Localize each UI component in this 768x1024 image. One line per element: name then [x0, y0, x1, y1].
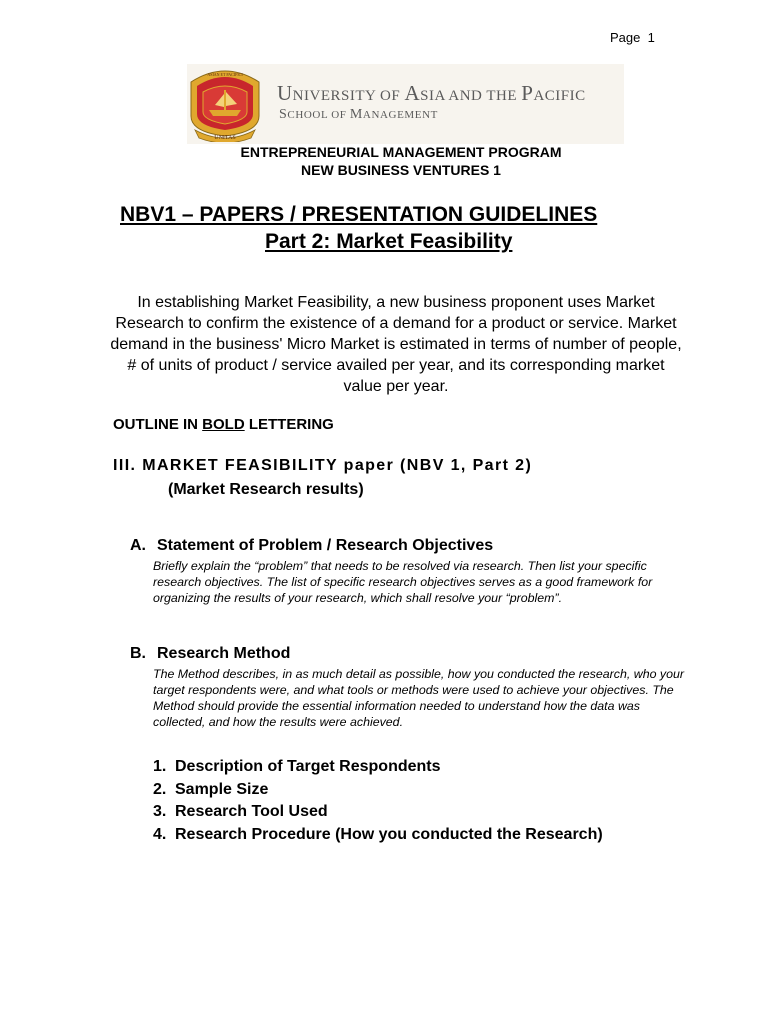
- course-name: NEW BUSINESS VENTURES 1: [301, 162, 501, 178]
- seal-motto: UNITAS: [214, 135, 236, 141]
- outline-heading: OUTLINE IN BOLD LETTERING: [113, 416, 334, 433]
- item-a-body: Briefly explain the “problem” that needs to be resolved via research. Then list your specific research objectives. The list of specific research objectives serves as a good framework for organizing the results of your research, which shall resolve your “problem”.: [153, 559, 653, 605]
- document-title: NBV1 – PAPERS / PRESENTATION GUIDELINES: [120, 203, 598, 226]
- page-number: [610, 30, 655, 45]
- item-b-body: The Method describes, in as much detail as possible, how you conducted the research, who your target respondents were, and what tools or methods were used to achieve your objectives. The Method should provide the essential information needed to understand how the data was collected, and how the results were achieved.: [153, 667, 685, 729]
- item-letter: A.: [130, 537, 146, 554]
- research-method-list: [153, 756, 603, 846]
- section-title: III. MARKET FEASIBILITY paper (NBV 1, Part 2): [113, 457, 533, 474]
- seal-ring-text: ASIAN ET PACIFICI: [207, 72, 243, 77]
- university-seal-logo: [187, 64, 263, 142]
- item-title: Statement of Problem / Research Objectives: [157, 537, 494, 554]
- section-subtitle: (Market Research results): [168, 481, 364, 498]
- page-number-value: 1: [647, 30, 655, 45]
- item-letter: B.: [130, 645, 146, 662]
- letterhead: [187, 64, 624, 144]
- page-label: Page: [610, 30, 641, 45]
- list-item: 2. Sample Size: [153, 780, 269, 798]
- university-name: UNIVERSITY OF ASIA AND THE PACIFIC: [277, 81, 586, 105]
- list-item: 1. Description of Target Respondents: [153, 758, 441, 775]
- item-title: Research Method: [157, 645, 291, 662]
- intro-paragraph: In establishing Market Feasibility, a new business proponent uses Market Research to confirm the existence of a demand for a product or service. Market demand in the business' Micro Market is estimated in terms of number of people, # of units of product / service availed per year, and its corresponding market value per year.: [110, 294, 682, 395]
- program-name: ENTREPRENEURIAL MANAGEMENT PROGRAM: [240, 144, 562, 160]
- item-a-heading: [130, 537, 493, 555]
- item-b-heading: [130, 645, 290, 663]
- list-item: 3. Research Tool Used: [153, 803, 328, 820]
- bold-emphasis: BOLD: [202, 416, 245, 433]
- list-item: 4. Research Procedure (How you conducted the Research): [153, 825, 603, 843]
- school-name: SCHOOL OF MANAGEMENT: [279, 107, 438, 122]
- document-subtitle: Part 2: Market Feasibility: [265, 230, 513, 253]
